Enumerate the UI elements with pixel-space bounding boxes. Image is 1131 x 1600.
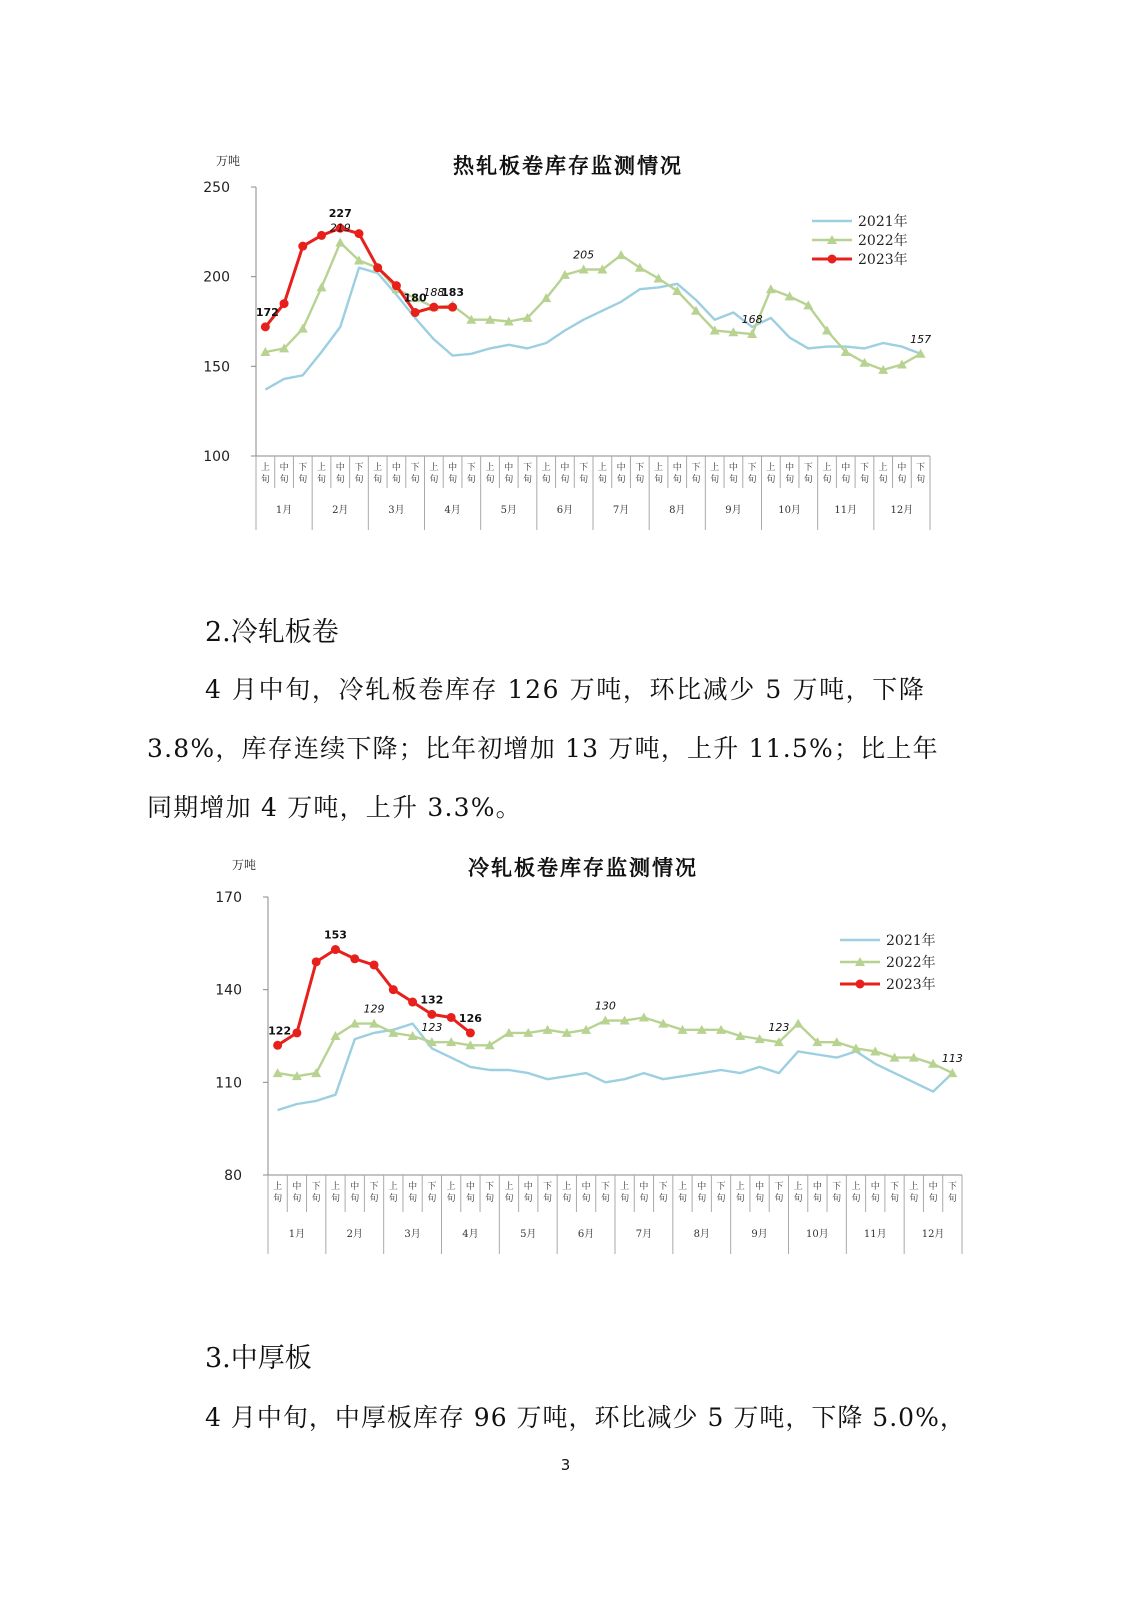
period-label-top: 中 [560,463,570,473]
period-label-top: 上 [677,1182,687,1192]
period-label-top: 中 [639,1182,649,1192]
period-label-top: 下 [803,463,813,473]
period-label-top: 中 [897,463,907,473]
period-label-bottom: 旬 [928,1194,938,1204]
period-label-bottom: 旬 [260,475,270,485]
month-label: 3月 [388,505,405,516]
period-label-top: 下 [485,1182,495,1192]
period-label-top: 中 [292,1182,302,1192]
period-label-bottom: 旬 [793,1194,803,1204]
period-label-top: 下 [691,463,701,473]
period-label-bottom: 旬 [373,475,383,485]
period-label-bottom: 旬 [522,475,532,485]
period-label-bottom: 旬 [465,1194,475,1204]
data-point-triangle [793,1019,803,1028]
period-label-top: 上 [541,463,551,473]
period-label-top: 上 [388,1182,398,1192]
period-label-top: 中 [504,463,514,473]
period-label-top: 中 [408,1182,418,1192]
data-point-circle [331,945,340,954]
month-label: 4月 [444,505,461,516]
data-point-triangle [897,360,907,369]
period-label-bottom: 旬 [897,475,907,485]
data-label: 130 [594,999,616,1013]
period-label-bottom: 旬 [841,475,851,485]
period-label-top: 上 [317,463,327,473]
period-label-bottom: 旬 [292,1194,302,1204]
period-label-top: 中 [841,463,851,473]
data-label: 172 [255,305,279,319]
data-point-triangle [335,238,345,247]
data-point-circle [350,954,359,963]
data-label: 123 [421,1021,443,1035]
period-label-top: 中 [672,463,682,473]
period-label-top: 中 [279,463,289,473]
month-label: 9月 [725,505,742,516]
unit-label: 万吨 [215,154,241,168]
period-label-top: 上 [851,1182,861,1192]
series-line-2021年 [265,268,920,390]
period-label-top: 上 [793,1182,803,1192]
period-label-bottom: 旬 [916,475,926,485]
period-label-bottom: 旬 [298,475,308,485]
period-label-top: 中 [812,1182,822,1192]
period-label-top: 下 [774,1182,784,1192]
data-point-circle [292,1028,301,1037]
period-label-bottom: 旬 [388,1194,398,1204]
period-label-top: 下 [947,1182,957,1192]
period-label-top: 上 [654,463,664,473]
series-line-2021年 [278,1024,953,1111]
period-label-top: 下 [311,1182,321,1192]
unit-label: 万吨 [231,858,257,872]
period-label-top: 中 [350,1182,360,1192]
month-label: 1月 [275,505,293,516]
period-label-top: 下 [859,463,869,473]
month-label: 2月 [346,1229,363,1240]
period-label-top: 下 [369,1182,379,1192]
period-label-top: 下 [579,463,589,473]
period-label-top: 上 [909,1182,919,1192]
period-label-top: 中 [391,463,401,473]
period-label-top: 上 [446,1182,456,1192]
period-label-bottom: 旬 [658,1194,668,1204]
month-label: 11月 [834,505,858,516]
month-label: 4月 [462,1229,479,1240]
legend-marker-circle [828,255,837,264]
data-point-circle [392,281,401,290]
period-label-bottom: 旬 [317,475,327,485]
period-label-top: 中 [728,463,738,473]
period-label-bottom: 旬 [597,475,607,485]
period-label-bottom: 旬 [562,1194,572,1204]
data-label: 219 [329,221,351,235]
period-label-bottom: 旬 [878,475,888,485]
data-label: 180 [403,291,427,305]
data-label: 153 [323,928,347,942]
data-label: 157 [910,332,932,346]
period-label-top: 中 [928,1182,938,1192]
data-point-circle [273,1041,282,1050]
period-label-top: 下 [890,1182,900,1192]
period-label-bottom: 旬 [870,1194,880,1204]
period-label-bottom: 旬 [639,1194,649,1204]
period-label-bottom: 旬 [755,1194,765,1204]
chart-title: 冷轧板卷库存监测情况 [468,855,698,880]
period-label-bottom: 旬 [369,1194,379,1204]
data-point-triangle [654,273,664,282]
data-point-circle [261,322,270,331]
data-label: 126 [458,1011,482,1025]
data-point-circle [317,231,326,240]
month-label: 10月 [778,505,801,516]
paragraph-line: 同期增加 4 万吨，上升 3.3%。 [147,793,522,822]
month-label: 9月 [751,1229,768,1240]
period-label-top: 中 [581,1182,591,1192]
period-label-bottom: 旬 [427,1194,437,1204]
period-label-top: 下 [543,1182,553,1192]
month-label: 2月 [332,505,349,516]
period-label-top: 上 [273,1182,283,1192]
data-point-circle [429,303,438,312]
data-point-circle [298,242,307,251]
chart-title: 热轧板卷库存监测情况 [453,153,683,178]
period-label-top: 下 [427,1182,437,1192]
period-label-bottom: 旬 [635,475,645,485]
period-label-bottom: 旬 [273,1194,283,1204]
period-label-bottom: 旬 [485,1194,495,1204]
month-label: 12月 [921,1229,945,1240]
y-tick-label: 170 [215,890,242,906]
period-label-bottom: 旬 [350,1194,360,1204]
data-label: 123 [768,1021,790,1035]
period-label-bottom: 旬 [408,1194,418,1204]
data-point-circle [354,229,363,238]
period-label-top: 上 [822,463,832,473]
period-label-top: 上 [330,1182,340,1192]
period-label-top: 下 [635,463,645,473]
period-label-top: 下 [747,463,757,473]
data-label: 205 [573,248,595,262]
period-label-bottom: 旬 [909,1194,919,1204]
data-point-triangle [859,358,869,367]
y-tick-label: 80 [224,1168,242,1184]
section-heading-cold-rolled: 2.冷轧板卷 [205,617,339,648]
y-tick-label: 250 [203,180,230,196]
month-label: 12月 [890,505,914,516]
period-label-bottom: 旬 [581,1194,591,1204]
data-label: 122 [268,1024,292,1038]
period-label-top: 上 [562,1182,572,1192]
period-label-bottom: 旬 [354,475,364,485]
period-label-bottom: 旬 [710,475,720,485]
period-label-bottom: 旬 [822,475,832,485]
period-label-bottom: 旬 [523,1194,533,1204]
hot-rolled-inventory-chart [0,140,1131,540]
period-label-top: 上 [373,463,383,473]
period-label-top: 下 [600,1182,610,1192]
period-label-bottom: 旬 [429,475,439,485]
month-label: 7月 [635,1229,653,1240]
data-point-circle [373,263,382,272]
period-label-bottom: 旬 [812,1194,822,1204]
legend-label: 2022年 [886,955,936,971]
period-label-top: 中 [335,463,345,473]
period-label-top: 上 [504,1182,514,1192]
data-point-triangle [616,250,626,259]
data-label: 227 [328,207,352,221]
month-label: 6月 [577,1229,595,1240]
data-label: 129 [363,1002,385,1016]
month-label: 8月 [669,505,686,516]
period-label-bottom: 旬 [600,1194,610,1204]
period-label-top: 下 [916,463,926,473]
period-label-top: 上 [597,463,607,473]
period-label-top: 上 [485,463,495,473]
legend-label: 2021年 [858,214,908,230]
month-label: 1月 [288,1229,306,1240]
period-label-top: 下 [522,463,532,473]
period-label-bottom: 旬 [851,1194,861,1204]
data-point-circle [312,957,321,966]
series-line-2022年 [265,243,920,370]
period-label-bottom: 旬 [672,475,682,485]
month-label: 5月 [520,1229,537,1240]
period-label-bottom: 旬 [330,1194,340,1204]
month-label: 6月 [556,505,574,516]
series-line-2023年 [265,228,452,327]
period-label-bottom: 旬 [446,1194,456,1204]
period-label-bottom: 旬 [311,1194,321,1204]
data-point-circle [448,303,457,312]
month-label: 8月 [693,1229,710,1240]
period-label-bottom: 旬 [774,1194,784,1204]
period-label-top: 上 [620,1182,630,1192]
period-label-bottom: 旬 [448,475,458,485]
period-label-top: 上 [260,463,270,473]
period-label-top: 中 [755,1182,765,1192]
data-point-triangle [298,324,308,333]
period-label-bottom: 旬 [716,1194,726,1204]
period-label-bottom: 旬 [747,475,757,485]
data-point-circle [370,960,379,969]
period-label-bottom: 旬 [466,475,476,485]
month-label: 7月 [612,505,630,516]
period-label-bottom: 旬 [410,475,420,485]
period-label-bottom: 旬 [616,475,626,485]
page-number: 3 [560,1456,571,1474]
period-label-bottom: 旬 [504,475,514,485]
month-label: 5月 [500,505,517,516]
period-label-bottom: 旬 [560,475,570,485]
period-label-top: 下 [466,463,476,473]
y-tick-label: 100 [203,449,230,465]
y-tick-label: 140 [215,982,242,999]
period-label-bottom: 旬 [543,1194,553,1204]
period-label-bottom: 旬 [485,475,495,485]
data-point-triangle [317,282,327,291]
period-label-bottom: 旬 [803,475,813,485]
period-label-bottom: 旬 [785,475,795,485]
data-label: 113 [941,1052,963,1066]
period-label-top: 中 [697,1182,707,1192]
legend-label: 2022年 [858,233,908,249]
data-point-circle [411,308,420,317]
legend-label: 2023年 [886,977,936,993]
period-label-top: 上 [766,463,776,473]
period-label-top: 中 [465,1182,475,1192]
data-label: 132 [420,993,444,1007]
period-label-top: 下 [410,463,420,473]
period-label-bottom: 旬 [677,1194,687,1204]
period-label-top: 上 [878,463,888,473]
data-label: 183 [441,286,465,300]
period-label-top: 中 [870,1182,880,1192]
data-point-circle [447,1013,456,1022]
month-label: 10月 [806,1229,829,1240]
period-label-bottom: 旬 [504,1194,514,1204]
data-point-circle [408,998,417,1007]
period-label-bottom: 旬 [579,475,589,485]
period-label-bottom: 旬 [654,475,664,485]
period-label-top: 中 [616,463,626,473]
period-label-bottom: 旬 [620,1194,630,1204]
period-label-top: 下 [298,463,308,473]
data-point-circle [466,1028,475,1037]
data-label: 188 [423,286,445,300]
period-label-top: 上 [429,463,439,473]
period-label-bottom: 旬 [697,1194,707,1204]
cold-rolled-chart-svg [0,840,1131,1260]
period-label-bottom: 旬 [947,1194,957,1204]
period-label-bottom: 旬 [859,475,869,485]
paragraph-line: 4 月中旬，中厚板库存 96 万吨，环比减少 5 万吨，下降 5.0%， [205,1403,966,1432]
period-label-bottom: 旬 [728,475,738,485]
paragraph-line: 3.8%，库存连续下降；比年初增加 13 万吨，上升 11.5%；比上年 [147,734,939,763]
y-tick-label: 150 [203,359,230,376]
period-label-top: 下 [716,1182,726,1192]
legend-label: 2023年 [858,252,908,268]
period-label-bottom: 旬 [335,475,345,485]
series-line-2022年 [278,1018,953,1077]
period-label-top: 下 [354,463,364,473]
period-label-bottom: 旬 [890,1194,900,1204]
period-label-bottom: 旬 [279,475,289,485]
month-label: 11月 [863,1229,887,1240]
section-heading-medium-plate: 3.中厚板 [205,1343,312,1374]
period-label-top: 上 [735,1182,745,1192]
period-label-top: 下 [832,1182,842,1192]
period-label-top: 中 [523,1182,533,1192]
data-label: 168 [741,313,763,327]
period-label-bottom: 旬 [766,475,776,485]
period-label-top: 中 [785,463,795,473]
period-label-bottom: 旬 [691,475,701,485]
cold-rolled-inventory-chart [0,840,1131,1260]
y-tick-label: 200 [203,269,230,286]
period-label-bottom: 旬 [735,1194,745,1204]
period-label-bottom: 旬 [391,475,401,485]
period-label-bottom: 旬 [832,1194,842,1204]
data-point-circle [389,985,398,994]
data-point-circle [280,299,289,308]
period-label-bottom: 旬 [541,475,551,485]
data-point-triangle [766,284,776,293]
period-label-top: 上 [710,463,720,473]
legend-label: 2021年 [886,933,936,949]
hot-rolled-chart-svg [0,140,1131,540]
legend-marker-circle [856,980,865,989]
period-label-top: 下 [658,1182,668,1192]
data-point-circle [427,1010,436,1019]
paragraph-line: 4 月中旬，冷轧板卷库存 126 万吨，环比减少 5 万吨，下降 [205,675,926,704]
period-label-top: 中 [448,463,458,473]
y-tick-label: 110 [215,1075,242,1092]
month-label: 3月 [404,1229,421,1240]
